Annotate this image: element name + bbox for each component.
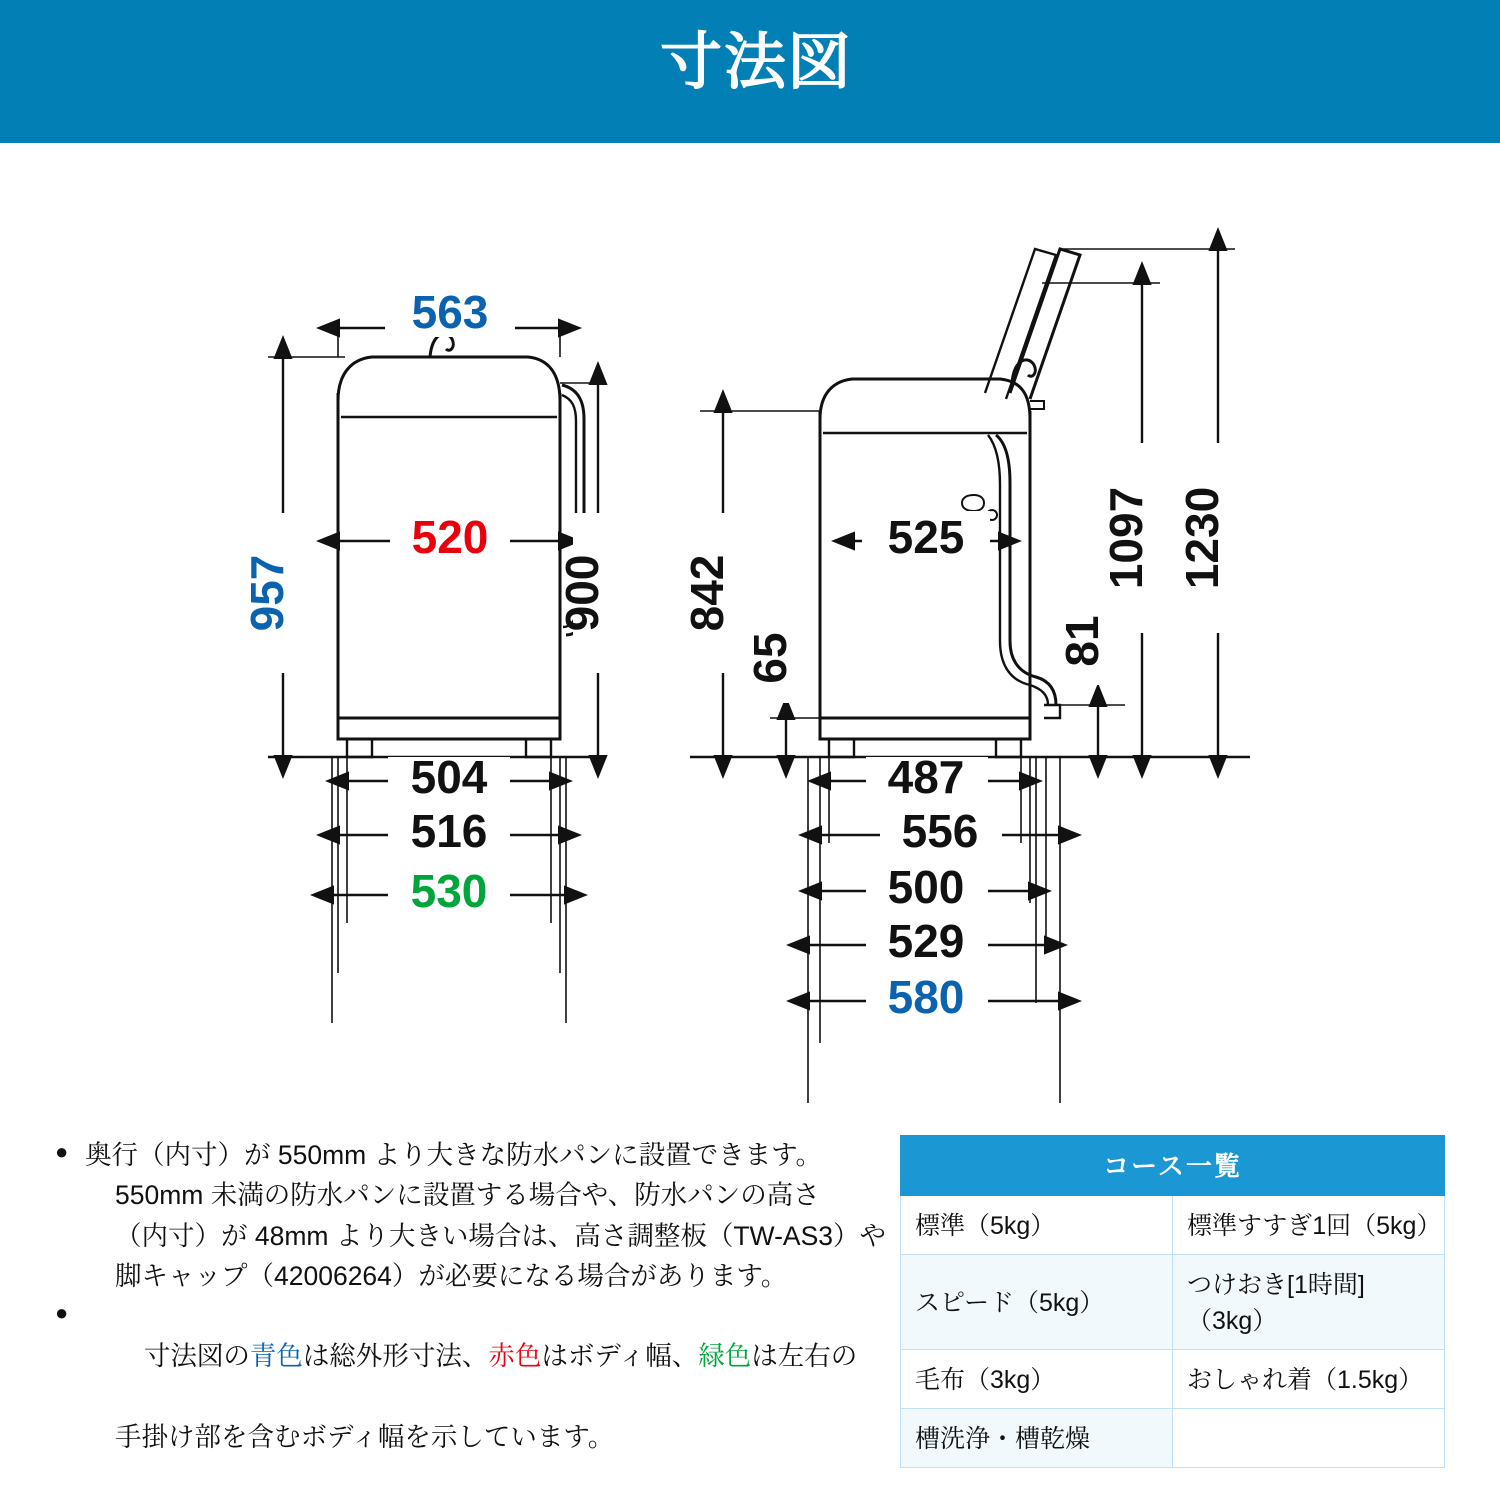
table-header-row (901, 1136, 1445, 1196)
dim-front-516: 516 (410, 805, 488, 858)
dim-side-580: 580 (887, 971, 965, 1024)
note-2-blue-word: 青色 (249, 1341, 303, 1372)
page-header (0, 0, 1500, 143)
note-2-prefix: 寸法図の (143, 1341, 250, 1372)
course-cell: 標準すすぎ1回（5kg） (1173, 1196, 1445, 1255)
dim-side-525: 525 (887, 511, 965, 564)
dim-side-529: 529 (887, 915, 965, 968)
dim-side-1230: 1230 (1176, 486, 1228, 590)
note-1-line-2: 550mm 未満の防水パンに設置する場合や、防水パンの高さ (115, 1180, 820, 1211)
table-row (901, 1255, 1445, 1350)
notes-block (55, 1135, 895, 1457)
note-2-mid2: はボディ幅、 (541, 1341, 699, 1372)
dim-front-957: 957 (241, 554, 293, 632)
dim-side-81: 81 (1056, 615, 1108, 667)
dim-side-556: 556 (901, 805, 979, 858)
course-list-table (900, 1135, 1445, 1468)
dim-front-900: 900 (556, 554, 608, 632)
dim-side-65: 65 (744, 632, 796, 684)
dim-front-563: 563 (411, 286, 489, 338)
note-2-line-2: 手掛け部を含むボディ幅を示しています。 (115, 1421, 615, 1452)
course-cell: つけおき[1時間]（3kg） (1173, 1255, 1445, 1350)
note-2-mid1: は総外形寸法、 (302, 1341, 489, 1372)
table-row (901, 1196, 1445, 1255)
dim-side-487: 487 (887, 751, 965, 804)
course-cell: スピード（5kg） (901, 1255, 1173, 1350)
note-item-1 (55, 1135, 895, 1296)
note-2-suffix: は左右の (751, 1341, 858, 1372)
course-cell-empty (1173, 1409, 1445, 1468)
note-item-2 (55, 1296, 895, 1457)
table-row (901, 1350, 1445, 1409)
page-title: 寸法図 (660, 28, 853, 97)
note-2-red-word: 赤色 (488, 1341, 542, 1372)
note-1-line-3: （内寸）が 48mm より大きい場合は、高さ調整板（TW-AS3）や (115, 1220, 886, 1251)
dim-front-504: 504 (410, 751, 488, 804)
note-2-line-1 (85, 1296, 895, 1417)
course-cell: 標準（5kg） (901, 1196, 1173, 1255)
dim-side-500: 500 (887, 861, 965, 914)
course-cell: おしゃれ着（1.5kg） (1173, 1350, 1445, 1409)
dim-front-530: 530 (410, 865, 488, 918)
course-table-title: コース一覧 (901, 1136, 1445, 1196)
note-1-line-1: ● 奥行（内寸）が 550mm より大きな防水パンに設置できます。 (85, 1140, 822, 1170)
dim-front-520: 520 (411, 511, 489, 564)
dim-side-1097: 1097 (1100, 486, 1152, 590)
course-cell: 毛布（3kg） (901, 1350, 1173, 1409)
course-cell: 槽洗浄・槽乾燥 (901, 1409, 1173, 1468)
note-2-green-word: 緑色 (698, 1341, 752, 1372)
note-1-line-4: 脚キャップ（42006264）が必要になる場合があります。 (115, 1260, 788, 1291)
table-row (901, 1409, 1445, 1468)
dim-side-842: 842 (681, 554, 733, 632)
dimension-diagram (0, 143, 1500, 1103)
